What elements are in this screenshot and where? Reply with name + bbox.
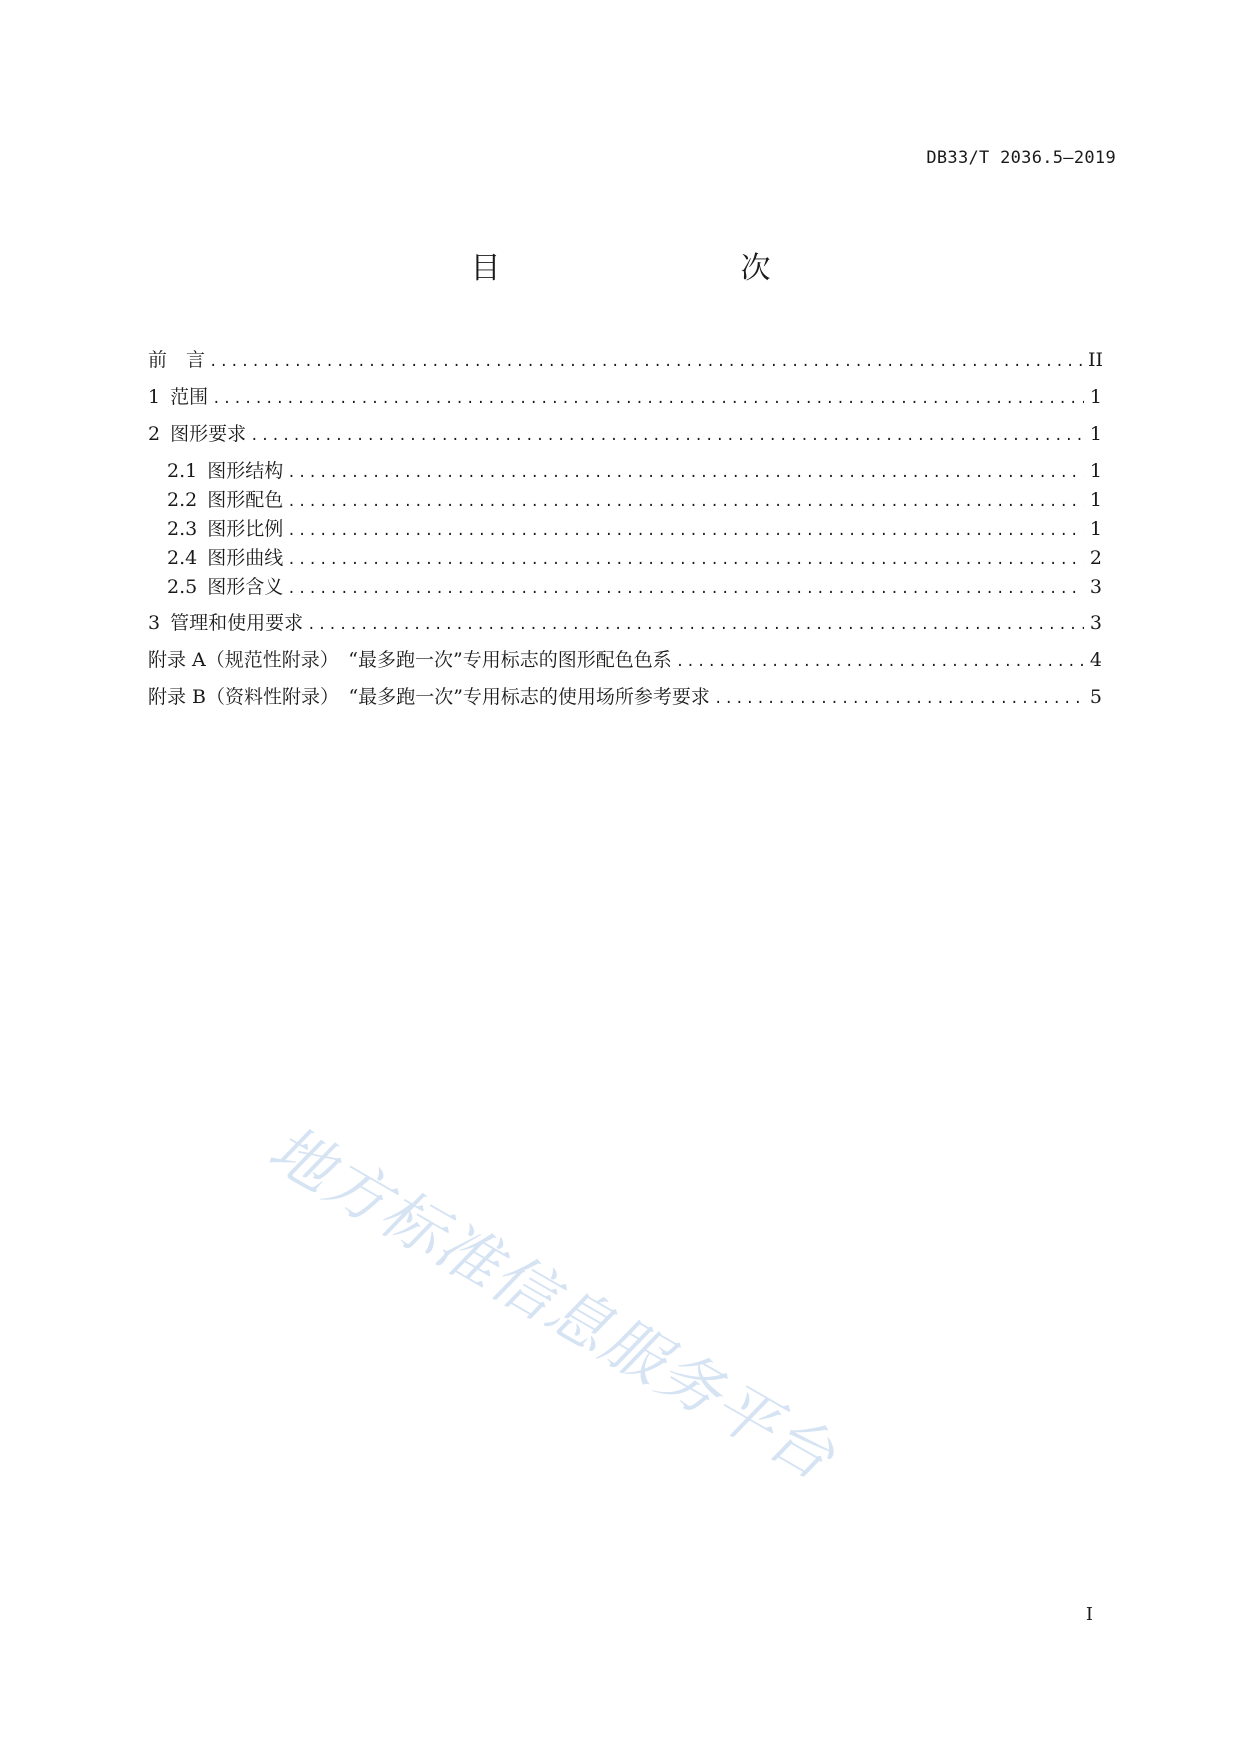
toc-entry-page: 1 xyxy=(1089,489,1102,511)
toc-entry-page: 1 xyxy=(1089,460,1102,482)
toc-entry-2-5[interactable] xyxy=(167,575,1102,599)
toc-entry-page: II xyxy=(1088,349,1104,371)
toc-entry-title: 图形曲线 xyxy=(207,547,284,569)
toc-entry-number: 2.1 xyxy=(167,460,198,482)
page-title: 目 次 xyxy=(470,251,831,286)
toc-entry-page: 4 xyxy=(1089,649,1102,671)
toc-entry-number: 2 xyxy=(148,423,161,445)
toc-entry-number: 2.5 xyxy=(167,576,198,598)
document-code: DB33/T 2036.5—2019 xyxy=(926,148,1116,168)
toc-entry-title: 前 言 xyxy=(148,349,206,371)
toc-entry-number: 2.4 xyxy=(167,547,198,569)
toc-entry-title: 图形比例 xyxy=(207,518,284,540)
toc-entry-page: 3 xyxy=(1089,612,1102,634)
toc-entry-title: 附录 B（资料性附录） “最多跑一次”专用标志的使用场所参考要求 xyxy=(148,686,710,708)
toc-leader-dots xyxy=(250,424,1084,448)
toc-entry-number: 2.2 xyxy=(167,489,198,511)
toc-entry-2-4[interactable] xyxy=(167,546,1102,570)
toc-leader-dots xyxy=(287,548,1084,572)
toc-leader-dots xyxy=(212,387,1084,411)
toc-leader-dots xyxy=(287,461,1084,485)
toc-entry-number: 2.3 xyxy=(167,518,198,540)
toc-entry-page: 5 xyxy=(1089,686,1102,708)
toc-entry-2-1[interactable] xyxy=(167,459,1102,483)
toc-entry-page: 3 xyxy=(1089,576,1102,598)
toc-entry-appendix-a[interactable] xyxy=(148,648,1102,672)
toc-entry-1[interactable] xyxy=(148,385,1102,409)
toc-leader-dots xyxy=(209,350,1084,374)
toc-entry-2-2[interactable] xyxy=(167,488,1102,512)
page-number: I xyxy=(1085,1604,1093,1625)
toc-entry-number: 3 xyxy=(148,612,161,634)
toc-entry-title: 管理和使用要求 xyxy=(170,612,304,634)
toc-entry-title: 图形结构 xyxy=(207,460,284,482)
toc-leader-dots xyxy=(287,490,1084,514)
toc-entry-title: 范围 xyxy=(170,386,209,408)
toc-entry-foreword[interactable] xyxy=(148,348,1102,372)
toc-entry-2[interactable] xyxy=(148,422,1102,446)
watermark-text: 地方标准信息服务平台 xyxy=(257,1111,848,1495)
toc-entry-appendix-b[interactable] xyxy=(148,685,1102,709)
toc-leader-dots xyxy=(287,519,1084,543)
toc-leader-dots xyxy=(714,687,1084,711)
toc-entry-title: 附录 A（规范性附录） “最多跑一次”专用标志的图形配色色系 xyxy=(148,649,672,671)
toc-leader-dots xyxy=(676,650,1084,674)
toc-entry-3[interactable] xyxy=(148,611,1102,635)
toc-entry-page: 1 xyxy=(1089,386,1102,408)
toc-entry-title: 图形要求 xyxy=(170,423,247,445)
toc-entry-title: 图形含义 xyxy=(207,576,284,598)
toc-leader-dots xyxy=(287,577,1084,601)
toc-entry-page: 1 xyxy=(1089,518,1102,540)
toc-entry-number: 1 xyxy=(148,386,161,408)
toc-entry-title: 图形配色 xyxy=(207,489,284,511)
toc-entry-page: 2 xyxy=(1089,547,1102,569)
toc-entry-2-3[interactable] xyxy=(167,517,1102,541)
toc-leader-dots xyxy=(307,613,1084,637)
toc-entry-page: 1 xyxy=(1089,423,1102,445)
